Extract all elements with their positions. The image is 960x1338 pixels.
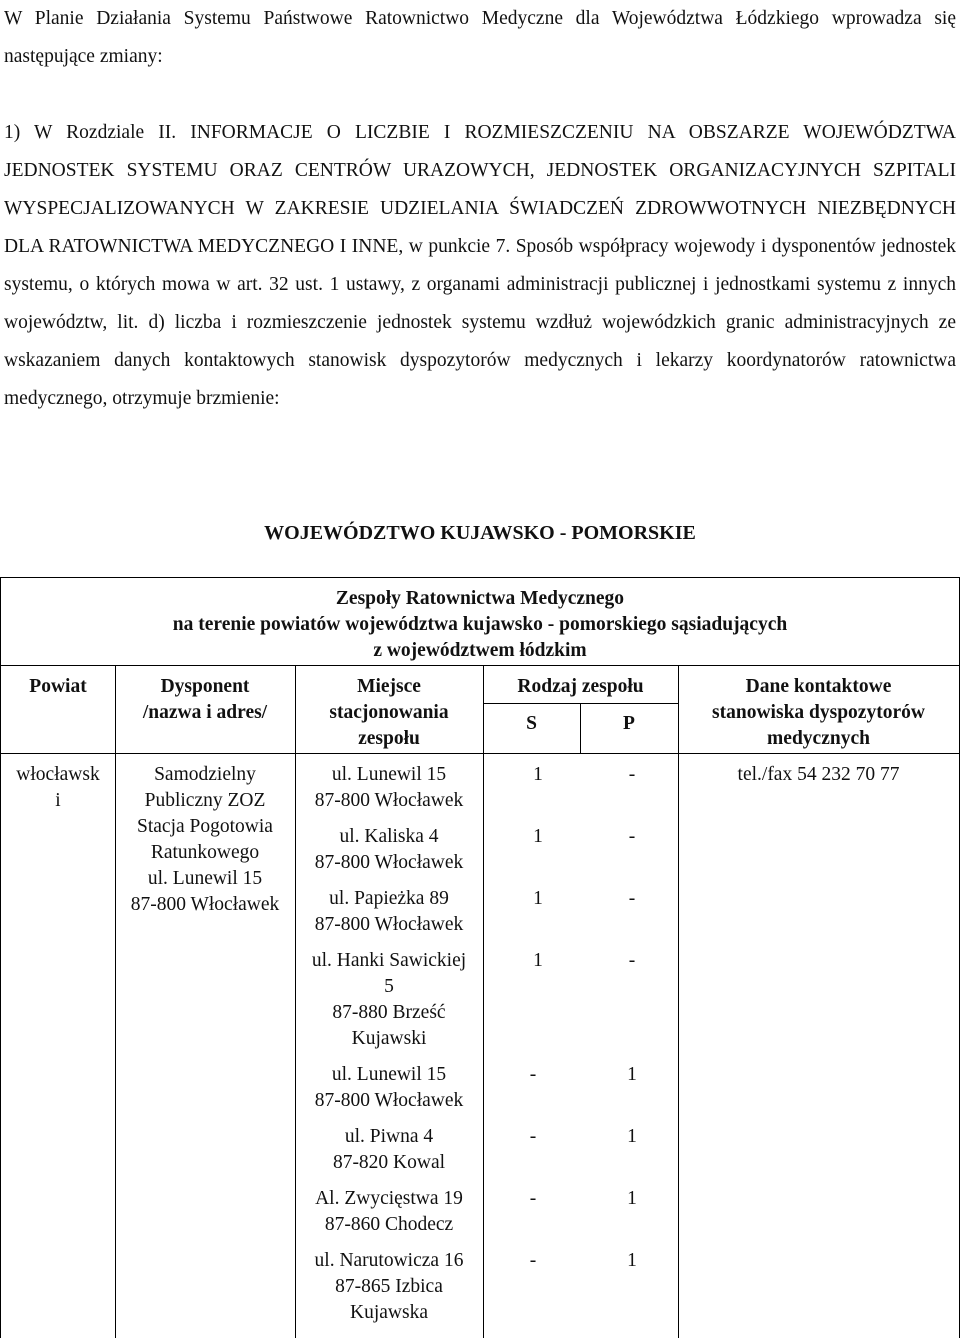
table-caption (1, 586, 959, 664)
ems-table (0, 577, 960, 1338)
header-dane-line-1: Dane kontaktowe (745, 676, 892, 697)
place-row-2-line-1: ul. Kaliska 4 (339, 826, 439, 847)
place-row-2 (295, 824, 483, 876)
p-row-2: - (628, 826, 636, 847)
dysponent-cell (115, 762, 295, 918)
place-row-3 (295, 886, 483, 938)
region-title: WOJEWÓDZTWO KUJAWSKO - POMORSKIE (264, 522, 696, 544)
table-line-header-top (1, 665, 959, 666)
place-row-8-line-1: ul. Narutowicza 16 (314, 1250, 464, 1271)
s-row-4: 1 (533, 950, 543, 971)
place-row-4-line-3: 87-880 Brześć (332, 1002, 446, 1023)
dysponent-line-4: Ratunkowego (150, 842, 260, 863)
place-row-2-line-2: 87-800 Włocławek (314, 852, 464, 873)
place-row-7-line-1: Al. Zwycięstwa 19 (315, 1188, 463, 1209)
intro-paragraph-2: 1) W Rozdziale II. INFORMACJE O LICZBIE I ROZMIESZCZENIU NA OBSZARZE WOJEWÓDZTWA JEDNOSTEK SYSTEMU ORAZ CENTRÓW URAZOWYCH, JEDNOSTEK ORGANIZACYJNYCH SZPITALI WYSPECJALIZOWANYCH W ZAKRESIE UDZIELANIA ŚWIADCZEŃ ZDROWWOTNYCH NIEZBĘDNYCH DLA RATOWNICTWA MEDYCZNEGO I INNE, w punkcie 7. Sposób współpracy wojewody i dysponentów jednostek systemu, o których mowa w art. 32 ust. 1 ustawy, z organami administracji publicznej i jednostkami systemu z innych województw, lit. d) liczba i rozmieszczenie jednostek systemu wzdłuż wojewódzkich granic administracyjnych ze wskazaniem danych kontaktowych stanowisk dyspozytorów medycznych i lekarzy koordynatorów ratownictwa medycznego, otrzymuje brzmienie: (4, 122, 956, 409)
p-row-3: - (628, 888, 636, 909)
place-row-5-line-2: 87-800 Włocławek (314, 1090, 464, 1111)
contact-cell: tel./fax 54 232 70 77 (737, 764, 900, 785)
p-row-5: 1 (627, 1064, 637, 1085)
dysponent-line-6: 87-800 Włocławek (130, 894, 280, 915)
dysponent-line-1: Samodzielny (154, 764, 256, 785)
header-miejsce-line-1: Miejsce (357, 676, 421, 697)
place-row-6-line-2: 87-820 Kowal (332, 1152, 446, 1173)
header-powiat: Powiat (29, 676, 87, 697)
place-row-6 (295, 1124, 483, 1176)
table-line-header-bottom (1, 753, 959, 754)
caption-line-3: z województwem łódzkim (373, 640, 587, 661)
place-row-5-line-1: ul. Lunewil 15 (331, 1064, 447, 1085)
powiat-line-1: włocławsk (16, 764, 100, 785)
p-row-8: 1 (627, 1250, 637, 1271)
place-row-4-line-1: ul. Hanki Sawickiej (311, 950, 467, 971)
place-row-1-line-1: ul. Lunewil 15 (331, 764, 447, 785)
header-dysponent-line-2: /nazwa i adres/ (142, 702, 268, 723)
p-row-1: - (628, 764, 636, 785)
intro-paragraph-1: W Planie Działania Systemu Państwowe Ratownictwo Medyczne dla Województwa Łódzkiego wprowadza się następujące zmiany: (4, 8, 956, 67)
s-row-1: 1 (533, 764, 543, 785)
caption-line-1: Zespoły Ratownictwa Medycznego (335, 588, 625, 609)
header-miejsce-line-2: stacjonowania (329, 702, 449, 723)
powiat-cell (1, 762, 115, 814)
s-row-8: - (529, 1250, 537, 1271)
header-miejsce-line-3: zespołu (358, 728, 420, 749)
s-row-5: - (529, 1064, 537, 1085)
s-row-6: - (529, 1126, 537, 1147)
place-row-6-line-1: ul. Piwna 4 (344, 1126, 434, 1147)
header-s: S (526, 713, 537, 734)
header-miejsce (295, 674, 483, 752)
s-row-7: - (529, 1188, 537, 1209)
powiat-line-2: i (55, 790, 61, 811)
place-row-4-line-2: 5 (384, 976, 394, 997)
place-row-3-line-2: 87-800 Włocławek (314, 914, 464, 935)
place-row-1 (295, 762, 483, 814)
place-row-5 (295, 1062, 483, 1114)
place-row-8 (295, 1248, 483, 1326)
header-rodzaj: Rodzaj zespołu (517, 676, 644, 697)
header-dane-line-3: medycznych (767, 728, 870, 749)
place-row-3-line-1: ul. Papieżka 89 (329, 888, 449, 909)
p-row-4: - (628, 950, 636, 971)
p-row-6: 1 (627, 1126, 637, 1147)
place-row-4 (295, 948, 483, 1052)
caption-line-2: na terenie powiatów województwa kujawsko - pomorskiego sąsiadujących (172, 614, 788, 635)
place-row-7-line-2: 87-860 Chodecz (324, 1214, 454, 1235)
p-row-7: 1 (627, 1188, 637, 1209)
header-dysponent (115, 674, 295, 726)
place-row-8-line-2: 87-865 Izbica (335, 1276, 443, 1297)
place-row-4-line-4: Kujawski (351, 1028, 427, 1049)
header-dane (678, 674, 959, 752)
intro-text (4, 0, 956, 418)
place-row-1-line-2: 87-800 Włocławek (314, 790, 464, 811)
header-p: P (623, 713, 635, 734)
dysponent-line-2: Publiczny ZOZ (144, 790, 266, 811)
dysponent-line-3: Stacja Pogotowia (137, 816, 273, 837)
s-row-3: 1 (533, 888, 543, 909)
s-row-2: 1 (533, 826, 543, 847)
header-dysponent-line-1: Dysponent (160, 676, 250, 697)
place-row-8-line-3: Kujawska (350, 1302, 428, 1323)
header-dane-line-2: stanowiska dyspozytorów (712, 702, 925, 723)
place-row-7 (295, 1186, 483, 1238)
table-line-col3 (483, 665, 484, 1338)
dysponent-line-5: ul. Lunewil 15 (147, 868, 263, 889)
